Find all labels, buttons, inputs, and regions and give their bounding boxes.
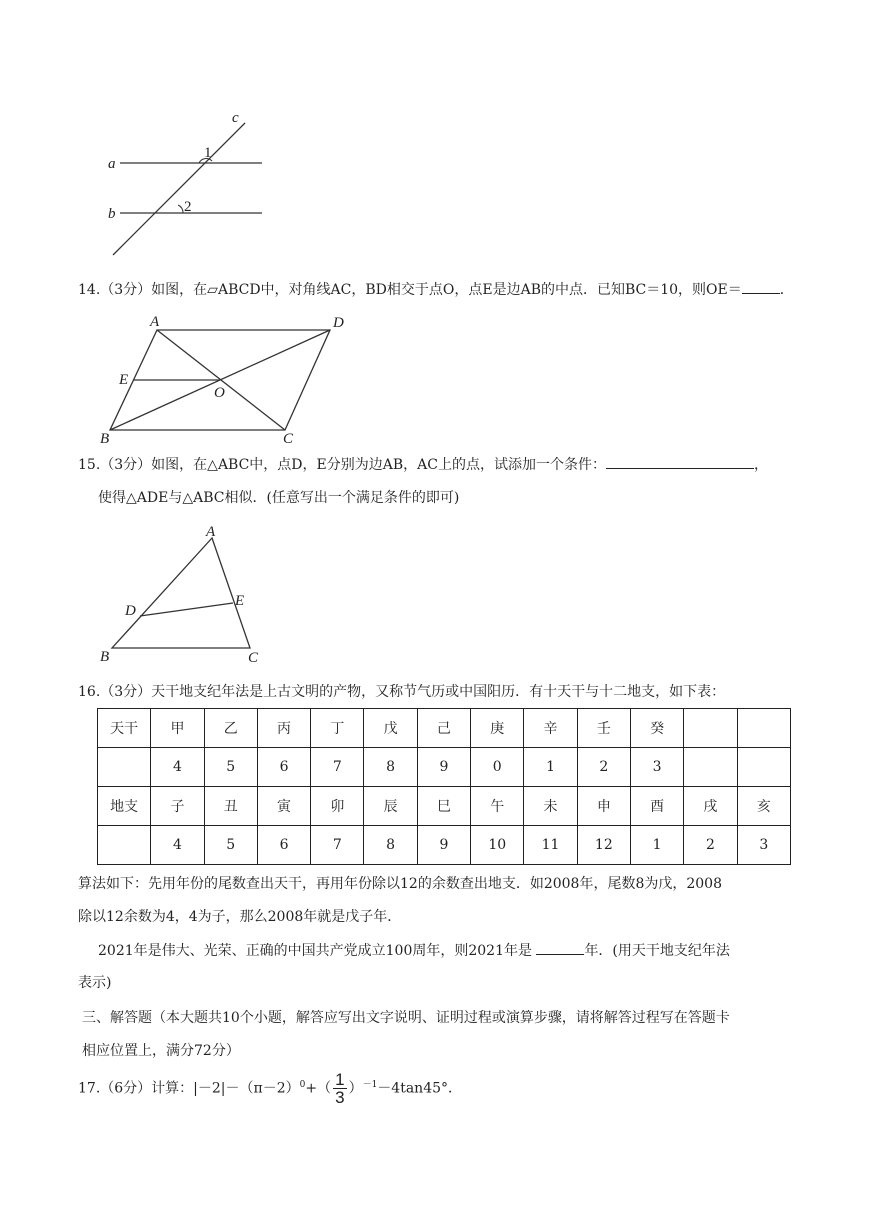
table-cell: 12 (577, 826, 630, 865)
table-cell: 6 (257, 748, 310, 787)
q15-line1-text: 15.（3分）如图，在△ABC中，点D，E分别为边AB，AC上的点，试添加一个条件： (78, 457, 606, 473)
parallelogram-symbol: ▱ (207, 282, 218, 298)
table-cell: 天干 (98, 709, 151, 748)
q16-answer-blank[interactable] (536, 940, 584, 955)
q17-part2: －4tan45°． (377, 1080, 463, 1097)
label-c: c (232, 110, 239, 126)
segment-de (140, 603, 233, 616)
q17-prefix: 17.（6分）计算： (78, 1080, 194, 1097)
label-C: C (283, 431, 294, 445)
q16-para1-line2: 除以12余数为4，4为子，那么2008年就是戊子年． (78, 909, 402, 925)
table-row (98, 787, 791, 826)
q16-para1-line1: 算法如下：先用年份的尾数查出天干，再用年份除以12的余数查出地支．如2008年，尾数8为戊，2008 (78, 876, 722, 892)
table-cell: 壬 (577, 709, 630, 748)
q16-para2-after: 年．(用天干地支纪年法 (584, 943, 730, 959)
table-cell (684, 709, 737, 748)
table-cell: 4 (151, 826, 204, 865)
table-cell: 2 (577, 748, 630, 787)
q16-para2-before: 2021年是伟大、光荣、正确的中国共产党成立100周年，则2021年是 (98, 943, 532, 959)
q17-close: ） (348, 1080, 363, 1097)
label-D: D (125, 603, 136, 619)
label-angle-2: 2 (184, 199, 192, 215)
table-cell: 己 (417, 709, 470, 748)
table-cell: 子 (151, 787, 204, 826)
figure-parallel-lines (95, 105, 285, 265)
fraction-one-third (333, 1071, 346, 1106)
q15-answer-blank[interactable] (606, 454, 754, 469)
q15-line1-end: ， (753, 457, 768, 473)
table-cell: 酉 (630, 787, 683, 826)
table-row (98, 826, 791, 865)
q15-line2: 使得△ADE与△ABC相似．(任意写出一个满足条件的即可) (98, 490, 460, 506)
q17-part1: |－2|－（π－2） (193, 1080, 300, 1097)
table-cell: 7 (311, 748, 364, 787)
q14-text (78, 279, 794, 300)
label-D: D (333, 315, 344, 331)
angle-2-arc (178, 205, 183, 213)
table-cell: 辛 (524, 709, 577, 748)
label-B: B (100, 431, 110, 445)
section3-heading-line2: 相应位置上，满分72分） (82, 1043, 240, 1059)
table-cell: 5 (204, 748, 257, 787)
table-cell (98, 826, 151, 865)
table-cell: 1 (524, 748, 577, 787)
figure-parallelogram (95, 310, 365, 445)
table-cell: 乙 (204, 709, 257, 748)
table-cell (737, 709, 790, 748)
label-angle-1: 1 (204, 145, 212, 161)
table-cell: 地支 (98, 787, 151, 826)
ganzhi-table (97, 708, 791, 865)
label-A: A (206, 524, 216, 540)
table-cell: 辰 (364, 787, 417, 826)
table-cell: 申 (577, 787, 630, 826)
line-c (113, 123, 245, 255)
q17-text (78, 1070, 462, 1106)
q16-para2-line1 (98, 940, 730, 961)
table-cell: 丑 (204, 787, 257, 826)
label-A: A (150, 314, 160, 330)
table-cell: 丙 (257, 709, 310, 748)
q17-exp0: 0 (299, 1080, 306, 1090)
q14-text-before: 14.（3分）如图，在 (78, 282, 208, 298)
label-b: b (108, 206, 116, 222)
section3-heading-line1: 三、解答题（本大题共10个小题，解答应写出文字说明、证明过程或演算步骤，请将解答过程写在答题卡 (82, 1010, 730, 1026)
table-cell (737, 748, 790, 787)
table-cell: 未 (524, 787, 577, 826)
label-E: E (235, 593, 245, 609)
table-cell: 癸 (630, 709, 683, 748)
q15-line1 (78, 454, 768, 475)
table-cell: 5 (204, 826, 257, 865)
table-row (98, 748, 791, 787)
table-cell: 卯 (311, 787, 364, 826)
q17-plus: +（ (305, 1080, 332, 1097)
table-cell: 3 (630, 748, 683, 787)
q17-exp-neg1: －1 (362, 1080, 378, 1090)
table-cell: 10 (471, 826, 524, 865)
label-E: E (119, 372, 129, 388)
label-B: B (100, 649, 110, 665)
table-row (98, 709, 791, 748)
triangle-abc (112, 538, 250, 648)
figure-triangle (95, 523, 270, 668)
table-cell: 巳 (417, 787, 470, 826)
q16-para2-line2: 表示) (78, 975, 112, 991)
table-cell (684, 748, 737, 787)
q14-end: ． (779, 282, 794, 298)
table-cell: 戊 (364, 709, 417, 748)
fraction-numerator: 1 (335, 1070, 345, 1090)
table-cell: 午 (471, 787, 524, 826)
table-cell: 11 (524, 826, 577, 865)
table-cell (98, 748, 151, 787)
fraction-denominator: 3 (335, 1088, 345, 1108)
q14-answer-blank[interactable] (742, 279, 780, 294)
table-cell: 8 (364, 748, 417, 787)
table-cell: 9 (417, 826, 470, 865)
label-O: O (214, 385, 225, 401)
q16-intro: 16.（3分）天干地支纪年法是上古文明的产物，又称节气历或中国阳历．有十天干与十二地支，如下表： (78, 684, 726, 700)
table-cell: 3 (737, 826, 790, 865)
table-cell: 亥 (737, 787, 790, 826)
table-cell: 甲 (151, 709, 204, 748)
table-cell: 4 (151, 748, 204, 787)
table-cell: 1 (630, 826, 683, 865)
label-C: C (248, 650, 259, 666)
q14-text-after: ABCD中，对角线AC，BD相交于点O，点E是边AB的中点．已知BC＝10，则OE＝ (217, 282, 742, 298)
table-cell: 6 (257, 826, 310, 865)
table-cell: 寅 (257, 787, 310, 826)
table-cell: 庚 (471, 709, 524, 748)
table-cell: 2 (684, 826, 737, 865)
table-cell: 8 (364, 826, 417, 865)
table-cell: 丁 (311, 709, 364, 748)
table-cell: 戌 (684, 787, 737, 826)
table-cell: 7 (311, 826, 364, 865)
label-a: a (108, 156, 116, 172)
table-cell: 0 (471, 748, 524, 787)
table-cell: 9 (417, 748, 470, 787)
